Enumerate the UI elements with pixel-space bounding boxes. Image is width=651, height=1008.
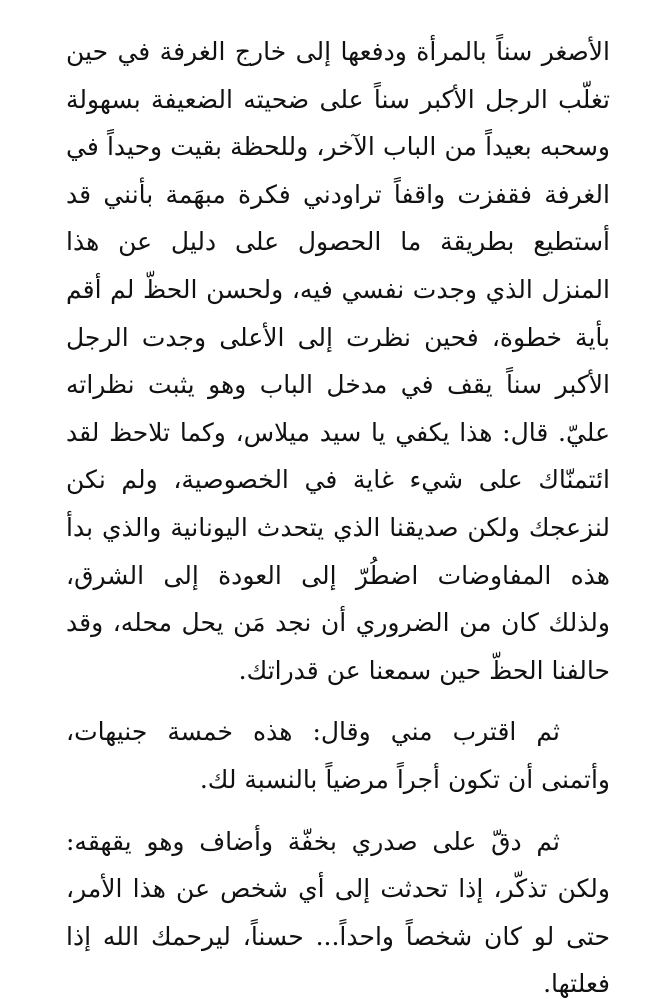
paragraph-1: الأصغر سناً بالمرأة ودفعها إلى خارج الغرفة في حين تغلّب الرجل الأكبر سناً على ضحيته الضعيفة بسهولة وسحبه بعيداً من الباب الآخر، وللحظة بقيت وحيداً في الغرفة فقفزت واقفاً تراودني فكرة مبهَمة بأنني قد أستطيع بطريقة ما الحصول على دليل عن هذا المنزل الذي وجدت نفسي فيه، ولحسن الحظّ لم أقم بأية خطوة، فحين نظرت إلى الأعلى وجدت الرجل الأكبر سناً يقف في مدخل الباب وهو يثبت نظراته عليّ. قال: هذا يكفي يا سيد ميلاس، وكما تلاحظ لقد ائتمنّاك على شيء غاية في الخصوصية، ولم نكن لنزعجك ولكن صديقنا الذي يتحدث اليونانية والذي بدأ هذه المفاوضات اضطُرّ إلى العودة إلى الشرق، ولذلك كان من الضروري أن نجد مَن يحل محله، وقد حالفنا الحظّ حين سمعنا عن قدراتك.	[66, 37, 610, 685]
paragraph-2: ثم اقترب مني وقال: هذه خمسة جنيهات، وأتمنى أن تكون أجراً مرضياً بالنسبة لك.	[66, 717, 610, 794]
paragraph-3: ثم دقّ على صدري بخفّة وأضاف وهو يقهقه: ولكن تذكّر، إذا تحدثت إلى أي شخص عن هذا الأمر، حتى لو كان شخصاً واحداً... حسناً، ليرحمك الله إذا فعلتها.	[66, 826, 610, 999]
book-page	[66, 28, 610, 1008]
